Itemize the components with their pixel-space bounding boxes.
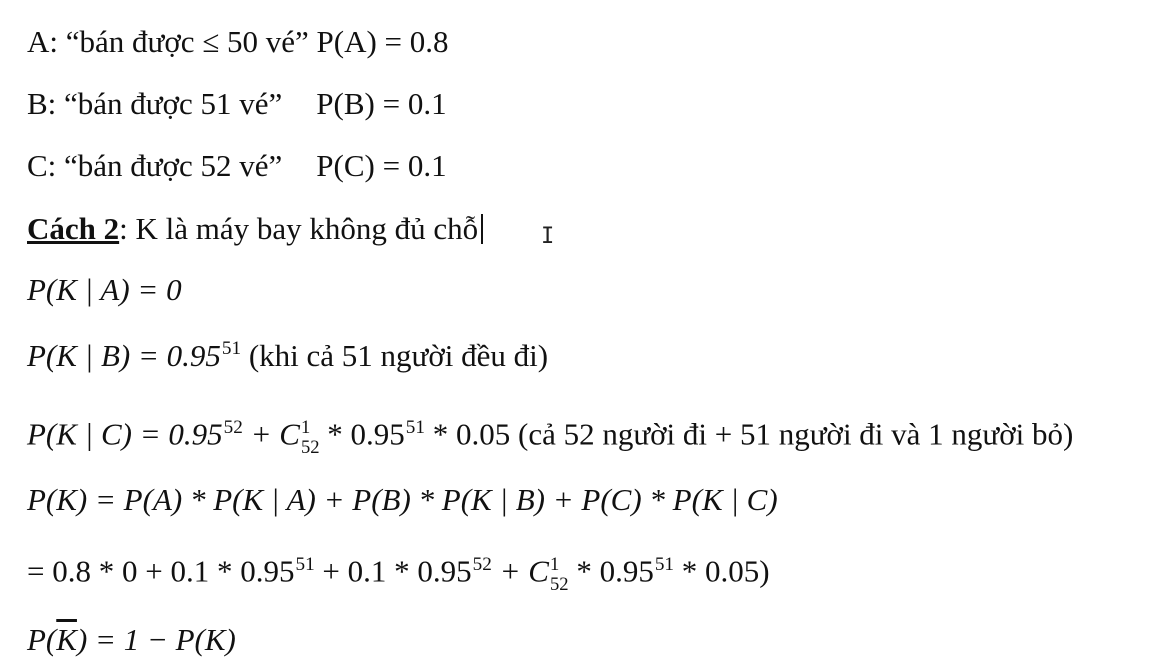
complement-line (27, 624, 236, 655)
pk-given-b-note: (khi cả 51 người đều đi) (241, 338, 549, 373)
pk-given-c-comb-sub: 52 (300, 436, 320, 458)
pk-given-c-note: (cả 52 người đi + 51 người đi và 1 người bỏ) (510, 416, 1074, 452)
expansion-line (27, 555, 770, 594)
event-b-prob: P(B) = 0.1 (316, 86, 447, 121)
pk-given-c-formula: P(K | C) = 0.95 (27, 416, 223, 452)
event-c-line (27, 150, 447, 181)
pk-given-c-exponent-51: 51 (405, 416, 425, 438)
expansion-part-b: + 0.1 * 0.95 (314, 553, 472, 589)
event-a-text: A: “bán được ≤ 50 vé” P(A) = 0.8 (27, 24, 449, 59)
complement-rest: ) = 1 − P(K) (76, 622, 236, 657)
pk-given-b-formula: P(K | B) = 0.95 (27, 338, 221, 373)
pk-given-c-tail: * 0.05 (425, 416, 511, 452)
expansion-combination (550, 555, 569, 594)
pk-given-c-comb-sup: 1 (300, 417, 311, 438)
method-2-label: Cách 2 (27, 211, 120, 246)
expansion-end: * 0.05) (674, 553, 770, 589)
pk-given-c-mid: * 0.95 (319, 416, 405, 452)
expansion-exponent-2: 52 (472, 553, 492, 575)
pk-given-b-exponent: 51 (221, 338, 242, 360)
pk-given-b-line (27, 340, 548, 371)
total-probability-formula: P(K) = P(A) * P(K | A) + P(B) * P(K | B) + P(C) * P(K | C) (27, 482, 778, 517)
pk-given-c-exponent-52: 52 (223, 416, 243, 438)
ibeam-cursor-icon: I (541, 224, 555, 249)
complement-k-bar: $\overline{K}$ (56, 622, 77, 657)
expansion-part-c: + C (491, 553, 549, 589)
event-a-line (27, 26, 449, 57)
method-2-line[interactable] (27, 213, 483, 244)
expansion-exponent-1: 51 (295, 553, 315, 575)
event-b-line (27, 88, 447, 119)
method-2-description: : K là máy bay không đủ chỗ (119, 211, 479, 246)
expansion-part-d: * 0.95 (568, 553, 654, 589)
event-c-text: C: “bán được 52 vé” (27, 148, 283, 183)
expansion-part-a: = 0.8 * 0 + 0.1 * 0.95 (27, 553, 295, 589)
expansion-comb-sub: 52 (549, 573, 569, 595)
pk-given-a-line (27, 274, 182, 305)
text-caret (481, 214, 483, 244)
event-b-text: B: “bán được 51 vé” (27, 86, 283, 121)
pk-given-c-combination (301, 418, 320, 457)
expansion-exponent-3: 51 (654, 553, 675, 575)
complement-p: P( (27, 622, 57, 657)
total-probability-line (27, 484, 778, 515)
expansion-comb-sup: 1 (549, 554, 560, 575)
pk-given-c-line (27, 418, 1073, 457)
pk-given-a-formula: P(K | A) = 0 (27, 272, 182, 307)
pk-given-c-plus-c: + C (242, 416, 300, 452)
event-c-prob: P(C) = 0.1 (316, 148, 447, 183)
